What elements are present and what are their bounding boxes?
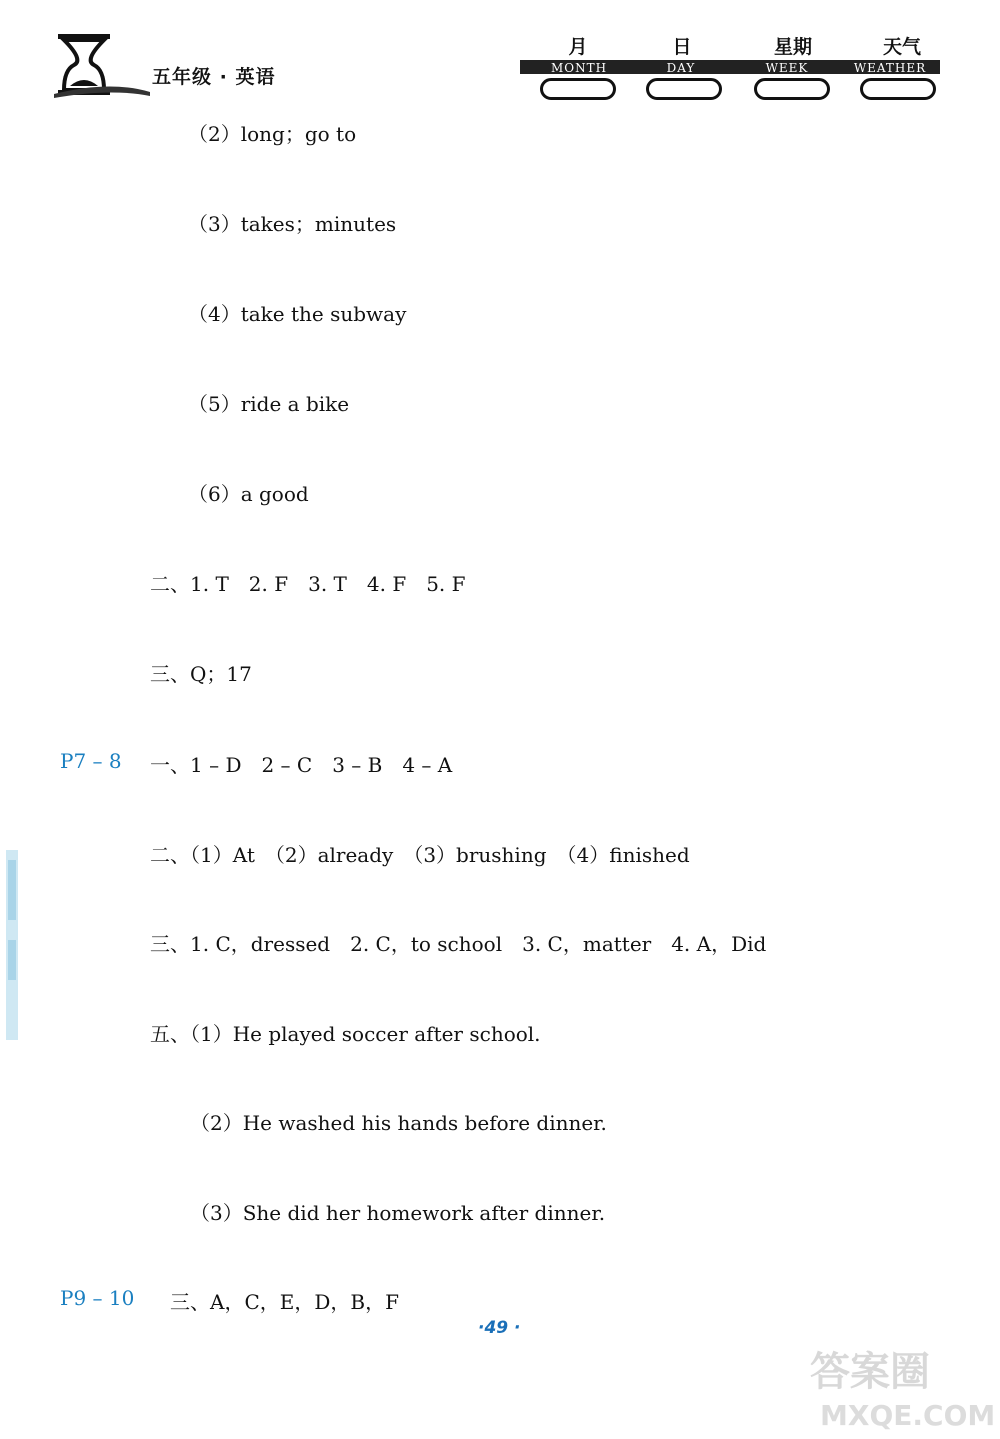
month-label: 月	[568, 36, 588, 58]
answer-line: 三、Q；17	[150, 662, 252, 686]
page-reference: P9 – 10	[60, 1286, 135, 1310]
week-label: 星期	[773, 36, 812, 58]
hourglass-logo-icon	[50, 30, 150, 100]
watermark-text-cn: 答案圈	[810, 1349, 930, 1395]
weather-label-en: WEATHER	[853, 61, 927, 75]
watermark	[800, 1340, 995, 1435]
week-label-en: WEEK	[765, 61, 809, 75]
answer-line: （3）She did her homework after dinner.	[190, 1201, 606, 1225]
month-input-box[interactable]	[540, 78, 616, 100]
weather-label: 天气	[882, 36, 921, 58]
answer-line: 一、1 – D 2 – C 3 – B 4 – A	[150, 753, 453, 777]
weather-input-box[interactable]	[860, 78, 936, 100]
page-header	[0, 0, 1000, 110]
answer-line: （5）ride a bike	[188, 392, 350, 416]
answer-line: （6）a good	[188, 482, 309, 506]
answer-line: 三、A，C，E，D，B，F	[170, 1290, 399, 1314]
day-label: 日	[672, 36, 692, 58]
watermark-text-en: MXQE.COM	[820, 1399, 995, 1432]
answer-line: 二、1. T 2. F 3. T 4. F 5. F	[150, 572, 466, 596]
page-reference: P7 – 8	[60, 749, 122, 773]
answer-line: 二、（1）At （2）already （3）brushing （4）finished	[150, 843, 690, 867]
week-input-box[interactable]	[754, 78, 830, 100]
day-label-en: DAY	[666, 61, 696, 75]
answer-line: （4）take the subway	[188, 302, 407, 326]
side-decoration	[2, 850, 22, 1050]
answer-line: （2）He washed his hands before dinner.	[190, 1111, 607, 1135]
answer-line: 三、1. C，dressed 2. C，to school 3. C，matter 4. A，Did	[150, 932, 767, 956]
month-label-en: MONTH	[550, 61, 608, 75]
grade-subject-title: 五年级 · 英语	[152, 66, 276, 88]
answer-line: 五、（1）He played soccer after school.	[150, 1022, 541, 1046]
page-number: ·49 ·	[478, 1318, 521, 1338]
answer-line: （2）long；go to	[188, 122, 357, 146]
answer-line: （3）takes；minutes	[188, 212, 397, 236]
day-input-box[interactable]	[646, 78, 722, 100]
